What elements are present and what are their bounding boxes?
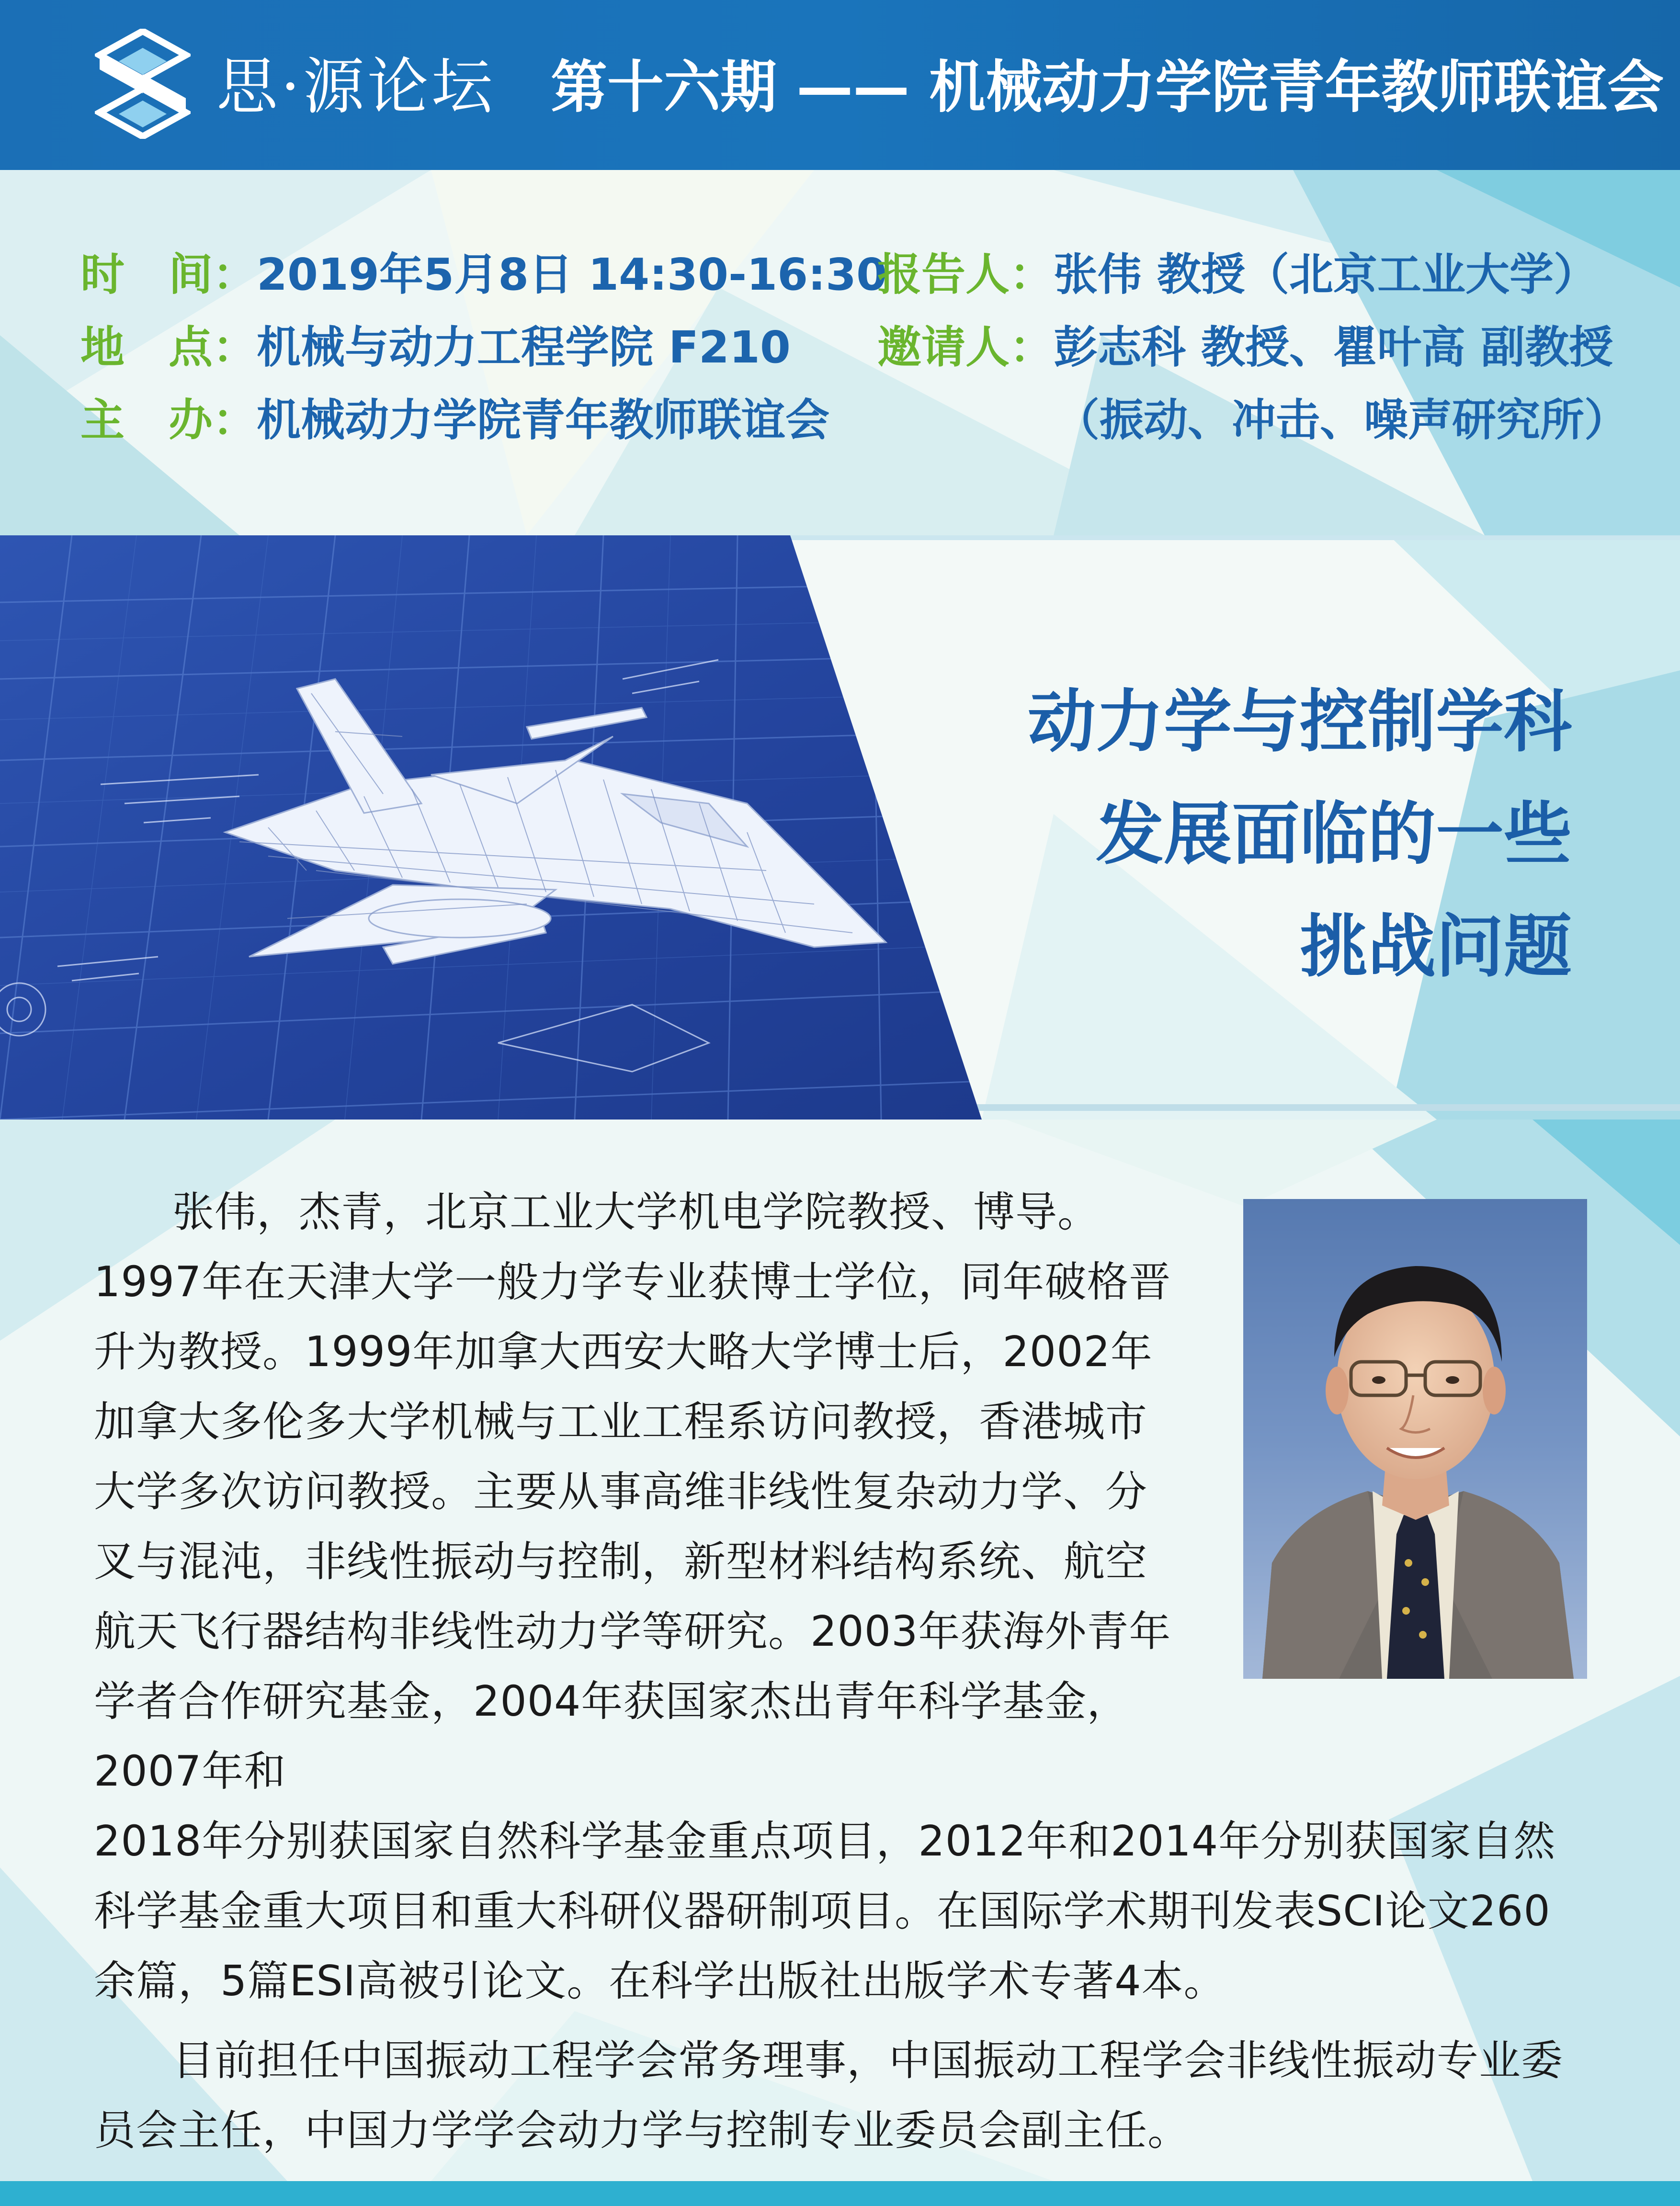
location-label: 地 点：	[80, 322, 257, 373]
talk-title-line1: 动力学与控制学科	[1028, 682, 1572, 761]
location-value: 机械与动力工程学院 F210	[257, 322, 791, 373]
header-title: 第十六期 —— 机械动力学院青年教师联谊会	[551, 54, 1664, 120]
inviter-value: 彭志科 教授、瞿叶高 副教授	[1054, 322, 1613, 373]
host-label: 主 办：	[80, 395, 257, 446]
inviter-label: 邀请人：	[877, 322, 1054, 373]
info-row-speaker	[877, 238, 1628, 311]
si-yuan-logo-icon	[95, 29, 191, 139]
info-row-inviter	[877, 311, 1628, 384]
info-row-institute	[877, 384, 1628, 457]
talk-title-line2: 发展面临的一些	[1096, 795, 1572, 874]
info-row-location	[80, 311, 887, 384]
time-value: 2019年5月8日 14:30-16:30	[257, 249, 887, 300]
time-label: 时 间：	[80, 249, 257, 300]
info-row-time	[80, 238, 887, 311]
bio-paragraph-1-continued: 2018年分别获国家自然科学基金重点项目，2012年和2014年分别获国家自然科学基金重大项目和重大科研仪器研制项目。在国际学术期刊发表SCI论文260余篇，5篇ESI高被引论文。在科学出版社出版学术专著4本。	[94, 1817, 1556, 2005]
header-band	[0, 0, 1680, 170]
footer-band	[0, 2181, 1680, 2206]
institute-value: （振动、冲击、噪声研究所）	[1056, 395, 1629, 446]
brand-name: 思·源论坛	[216, 51, 496, 123]
speaker-portrait-icon	[1243, 1199, 1587, 1679]
speaker-label: 报告人：	[877, 249, 1054, 300]
bio-paragraph-1: 张伟，杰青，北京工业大学机电学院教授、博导。1997年在天津大学一般力学专业获博士学位，同年破格晋升为教授。1999年加拿大西安大略大学博士后，2002年加拿大多伦多大学机械与工业工程系访问教授，香港城市大学多次访问教授。主要从事高维非线性复杂动力学、分叉与混沌，非线性振动与控制，新型材料结构系统、航空航天飞行器结构非线性动力学等研究。2003年获海外青年学者合作研究基金，2004年获国家杰出青年科学基金，2007年和	[94, 1188, 1171, 1796]
host-value: 机械动力学院青年教师联谊会	[257, 395, 830, 446]
bio-paragraph-2: 目前担任中国振动工程学会常务理事，中国振动工程学会非线性振动专业委员会主任，中国力学学会动力学与控制专业委员会副主任。	[94, 2036, 1563, 2155]
info-row-host	[80, 384, 887, 457]
event-info-left	[80, 238, 887, 457]
talk-title	[1028, 666, 1572, 1003]
talk-title-line3: 挑战问题	[1300, 907, 1572, 986]
event-info-right	[877, 238, 1628, 457]
speaker-value: 张伟 教授（北京工业大学）	[1054, 249, 1598, 300]
